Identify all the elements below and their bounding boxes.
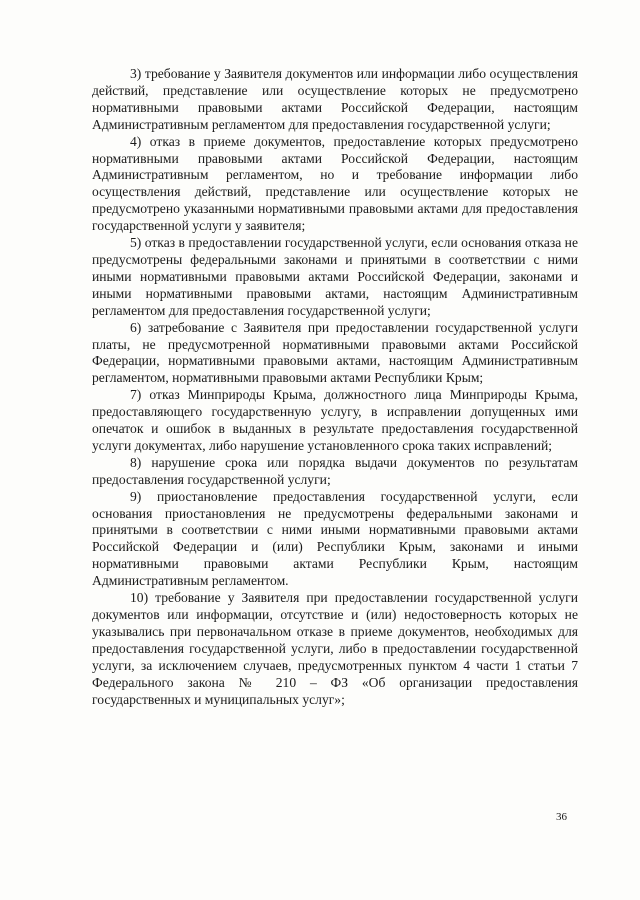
page-number: 36	[556, 811, 567, 823]
paragraph-item-8: 8) нарушение срока или порядка выдачи документов по результатам предоставления государственной услуги;	[92, 454, 578, 487]
paragraph-item-9: 9) приостановление предоставления государственной услуги, если основания приостановления не предусмотрены федеральными законами и принятыми в соответствии с ними иными нормативными правовыми актами Российской Федерации и (или) Республики Крым, законами и иными нормативными правовыми актами Республики Крым, настоящим Административным регламентом.	[92, 488, 578, 589]
paragraph-item-10: 10) требование у Заявителя при предоставлении государственной услуги документов или информации, отсутствие и (или) недостоверность которых не указывались при первоначальном отказе в приеме документов, необходимых для предоставления государственной услуги, либо в предоставлении государственной услуги, за исключением случаев, предусмотренных пунктом 4 части 1 статьи 7 Федерального закона № 210 – ФЗ «Об организации предоставления государственных и муниципальных услуг»;	[92, 590, 578, 707]
paragraph-item-3: 3) требование у Заявителя документов или информации либо осуществления действий, представление или осуществление которых не предусмотрено нормативными правовыми актами Российской Федерации, настоящим Административным регламентом для предоставления государственной услуги;	[92, 66, 578, 132]
document-body	[92, 66, 578, 708]
paragraph-item-5: 5) отказ в предоставлении государственной услуги, если основания отказа не предусмотрены федеральными законами и принятыми в соответствии с ними иными нормативными правовыми актами Российской Федерации, законами и иными нормативными правовыми актами, настоящим Административным регламентом для предоставления государственной услуги;	[92, 235, 578, 318]
paragraph-item-4: 4) отказ в приеме документов, предоставление которых предусмотрено нормативными правовыми актами Российской Федерации, настоящим Административным регламентом, но и требование информации либо осуществления действий, представление или осуществление которых не предусмотрено указанными нормативными правовыми актами для предоставления государственной услуги у заявителя;	[92, 133, 578, 234]
paragraph-item-7: 7) отказ Минприроды Крыма, должностного лица Минприроды Крыма, предоставляющего государственную услугу, в исправлении допущенных ими опечаток и ошибок в выданных в результате предоставления государственной услуги документах, либо нарушение установленного срока таких исправлений;	[92, 387, 578, 453]
paragraph-item-6: 6) затребование с Заявителя при предоставлении государственной услуги платы, не предусмотренной нормативными правовыми актами Российской Федерации, нормативными правовыми актами, настоящим Административным регламентом, нормативными правовыми актами Республики Крым;	[92, 319, 578, 386]
